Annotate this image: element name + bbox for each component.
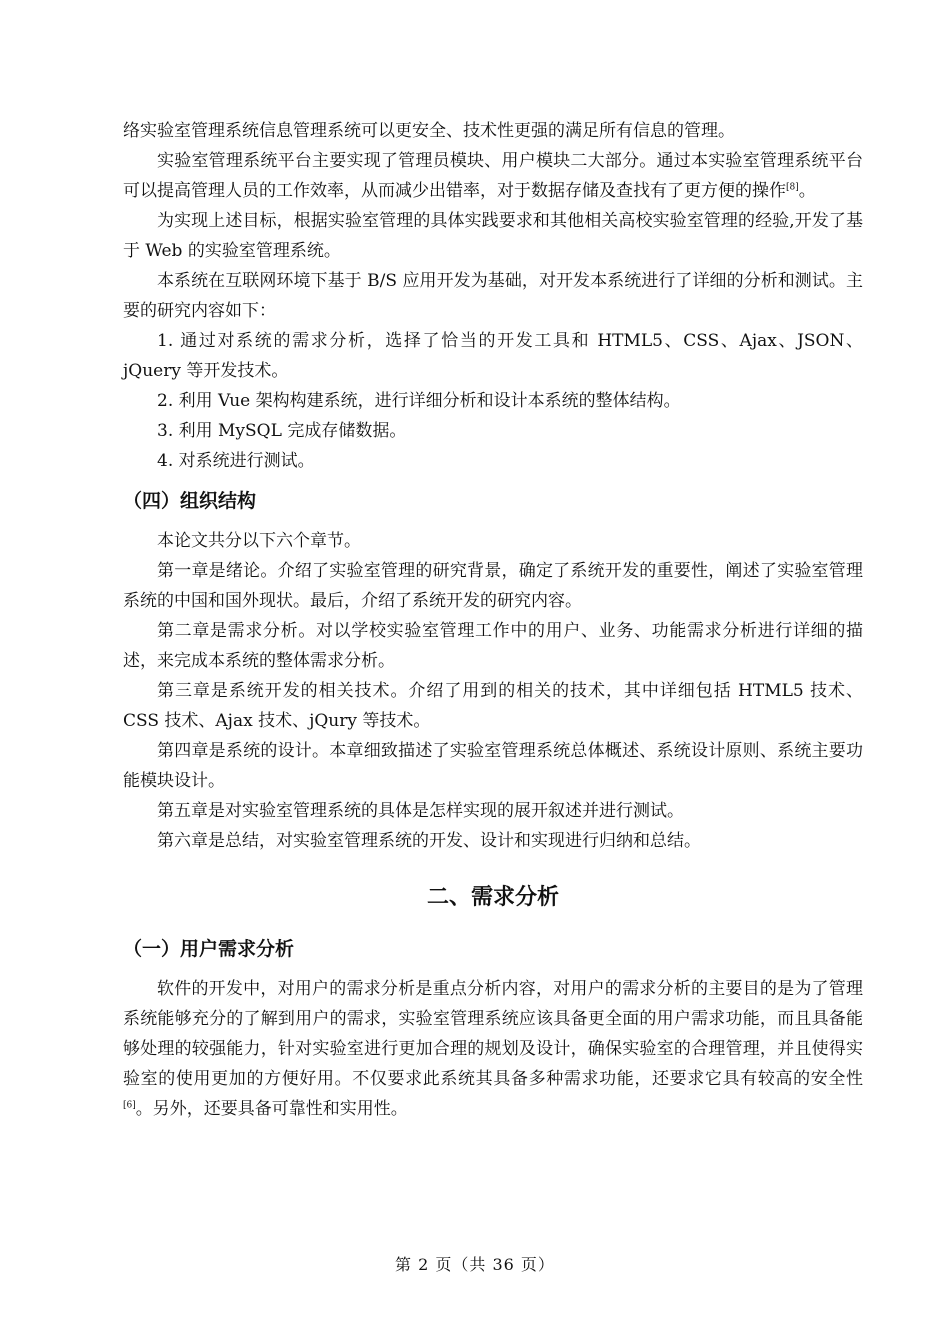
section-heading: （一）用户需求分析 [123, 938, 295, 960]
paragraph: 本论文共分以下六个章节。 [157, 531, 361, 551]
paragraph: 为实现上述目标，根据实验室管理的具体实践要求和其他相关高校实验室管理的经验,开发了基于 Web 的实验室管理系统。 [123, 211, 863, 261]
paragraph [123, 146, 863, 206]
paragraph [123, 974, 863, 1124]
section-heading: （四）组织结构 [123, 490, 257, 512]
paragraph-text: 实验室管理系统平台主要实现了管理员模块、用户模块二大部分。通过本实验室管理系统平台可以提高管理人员的工作效率，从而减少出错率，对于数据存储及查找有了更方便的操作 [123, 151, 863, 201]
paragraph-text: 软件的开发中，对用户的需求分析是重点分析内容，对用户的需求分析的主要目的是为了管理系统能够充分的了解到用户的需求，实验室管理系统应该具备更全面的用户需求功能，而且具备能够处理的较强能力，针对实验室进行更加合理的规划及设计，确保实验室的合理管理，并且使得实验室的使用更加的方便好用。不仅要求此系统其具备多种需求功能，还要求它具有较高的安全性 [123, 979, 863, 1089]
paragraph: 第三章是系统开发的相关技术。介绍了用到的相关的技术，其中详细包括 HTML5 技术、CSS 技术、Ajax 技术、jQury 等技术。 [123, 681, 863, 731]
page-content [123, 116, 863, 1124]
paragraph-text: 。另外，还要具备可靠性和实用性。 [135, 1099, 408, 1119]
chapter-heading: 二、需求分析 [426, 885, 559, 910]
list-item: 2. 利用 Vue 架构构建系统，进行详细分析和设计本系统的整体结构。 [157, 391, 681, 411]
citation[interactable]: [8] [786, 182, 799, 193]
paragraph-text: 。 [798, 181, 816, 201]
paragraph: 第五章是对实验室管理系统的具体是怎样实现的展开叙述并进行测试。 [157, 801, 684, 821]
list-item: 4. 对系统进行测试。 [157, 451, 315, 471]
paragraph: 络实验室管理系统信息管理系统可以更安全、技术性更强的满足所有信息的管理。 [123, 121, 735, 141]
citation[interactable]: [6] [123, 1100, 136, 1111]
list-item: 3. 利用 MySQL 完成存储数据。 [157, 421, 407, 441]
paragraph: 第四章是系统的设计。本章细致描述了实验室管理系统总体概述、系统设计原则、系统主要功能模块设计。 [123, 741, 863, 791]
paragraph: 第一章是绪论。介绍了实验室管理的研究背景，确定了系统开发的重要性，阐述了实验室管理系统的中国和国外现状。最后，介绍了系统开发的研究内容。 [123, 561, 863, 611]
paragraph: 本系统在互联网环境下基于 B/S 应用开发为基础，对开发本系统进行了详细的分析和测试。主要的研究内容如下： [123, 271, 863, 321]
paragraph: 第二章是需求分析。对以学校实验室管理工作中的用户、业务、功能需求分析进行详细的描述，来完成本系统的整体需求分析。 [123, 621, 863, 671]
paragraph: 第六章是总结，对实验室管理系统的开发、设计和实现进行归纳和总结。 [157, 831, 701, 851]
list-item: 1. 通过对系统的需求分析，选择了恰当的开发工具和 HTML5、CSS、Ajax、JSON、jQuery 等开发技术。 [123, 331, 863, 381]
page-footer: 第 2 页（共 36 页） [395, 1255, 555, 1274]
